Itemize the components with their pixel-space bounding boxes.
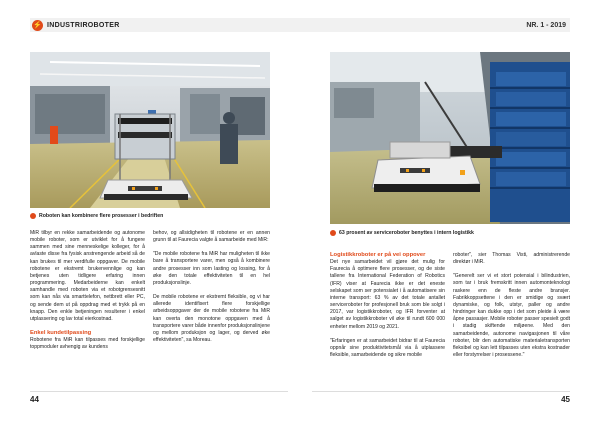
quote-paragraph: "Generelt ser vi et stort potensial i bilindustrien, som tar i bruk fremskritt innen automonteknologi raskere enn de fleste andre bransjer. Fabrikkoppsettene i den er smidige og svært dynamiske, og folk, utstyr, paller og andre hindringer kan dukke opp i det som pleide å være åpne passasjer. Mobile roboter passer spesielt godt i stadig skiftende miljøene. Med den samarbeidende, autonome navigasjonen til våre roboter, blir den automatiske materialetransporten fleksibel og kan lett tilpasses uten ekstra kostnader eller forstyrrelser i prosessene." <box>453 273 570 359</box>
subheading: Logistikkroboter er på vei oppover <box>330 252 426 258</box>
section-title: INDUSTRIROBOTER <box>47 21 120 29</box>
issue-label: NR. 1 - 2019 <box>526 21 566 29</box>
paragraph: behov, og allsidigheten til robotene er en annen grunn til at Faurecia valgte å samarbeide med MiR: <box>153 230 270 244</box>
photo-caption-text: 63 prosent av serviceroboter benyttes i intern logistikk <box>339 230 474 236</box>
caption-bullet-icon <box>30 213 36 219</box>
paragraph: roboter", sier Thomas Visti, administrerende direktør i MiR. <box>453 252 570 266</box>
page-number: 44 <box>30 395 39 404</box>
paragraph: Det nye samarbeidet vil gjøre det mulig for Faurecia å optimere flere prosesser, og de siste tallene fra International Federation of Robotics (IFR) viser at Faurecia ikke er det eneste selskapet som ser potensialet i å automatisere sin interne transport: 63 % av det totale antallet serviceroboter for profesjonell bruk som ble solgt i 2017, var logistikkroboter, og IFR forventer at salget av logistikkroboter vil øke til rundt 600 000 enheter mellom 2019 og 2021. <box>330 259 445 330</box>
photo-caption-text: Roboten kan kombinere flere prosesser i bedriften <box>39 213 164 219</box>
page-number: 45 <box>561 395 570 404</box>
footer-divider <box>312 391 570 392</box>
right-column-2 <box>453 252 570 366</box>
logistics-robot-photo <box>330 52 570 224</box>
left-column-2 <box>153 230 270 351</box>
caption-bullet-icon <box>330 230 336 236</box>
subheading: Enkel kundetilpassing <box>30 330 92 337</box>
right-column-1 <box>330 252 445 366</box>
paragraph: MiR tilbyr en rekke samarbeidende og autonome mobile roboter, som er utviklet for å fungere sammen med sine menneskelige kolleger, for å avlaste disse fra fysisk anstrengende arbeid så de kan brukes til mer verdifulle oppgaver. De mobile robotene er ekstremt brukervennlige og kan betjenes uten tidligere erfaring innen programmering. Medarbeiderne kan enkelt samhandle med roboten via et robotgrensesnitt som kan nås via smarttelefon, nettbrett eller PC, og sende dem ut på oppdrag med et trykk på en knapp. Den enkle betjeningen resulterer i enkel utplassering og lav total eierkostnad. <box>30 230 145 322</box>
section-header <box>30 18 300 32</box>
left-column-1 <box>30 230 145 359</box>
photo-caption <box>330 230 570 236</box>
paragraph: Robotene fra MiR kan tilpasses med forskjellige toppmoduler avhengig av kundens <box>30 337 145 351</box>
issue-header <box>300 18 570 32</box>
paragraph: De mobile robotene er ekstremt fleksible, og vi har allerede identifisert flere forskjellige arbeidsoppgaver der de mobile robotene fra MiR kan overta den monotone oppgaven med å transportere varer både innenfor produksjonslinjene og mellom produksjon og lager, og derved øke effektiviteten", sa Moreau. <box>153 294 270 344</box>
section-badge-icon: ⚡ <box>32 20 43 31</box>
logistics-robot-illustration <box>330 52 570 224</box>
footer-divider <box>30 391 288 392</box>
quote-paragraph: "De mobile robotene fra MiR har muligheten til ikke bare å transportere varer, men også å kombinere andre prosesser inn som lasting og lossing, for å øke den totale effektiviteten til en hel produksjonslinje. <box>153 251 270 286</box>
factory-robot-photo <box>30 52 270 208</box>
right-page <box>300 0 600 424</box>
quote-paragraph: "Erfaringen er at samarbeidet bidrar til at Faurecia oppnår sine produktivitetsmål via å utplassere fleksible, samarbeidende og sikre mobile <box>330 337 445 359</box>
factory-robot-illustration <box>30 52 270 208</box>
photo-caption <box>30 213 270 219</box>
